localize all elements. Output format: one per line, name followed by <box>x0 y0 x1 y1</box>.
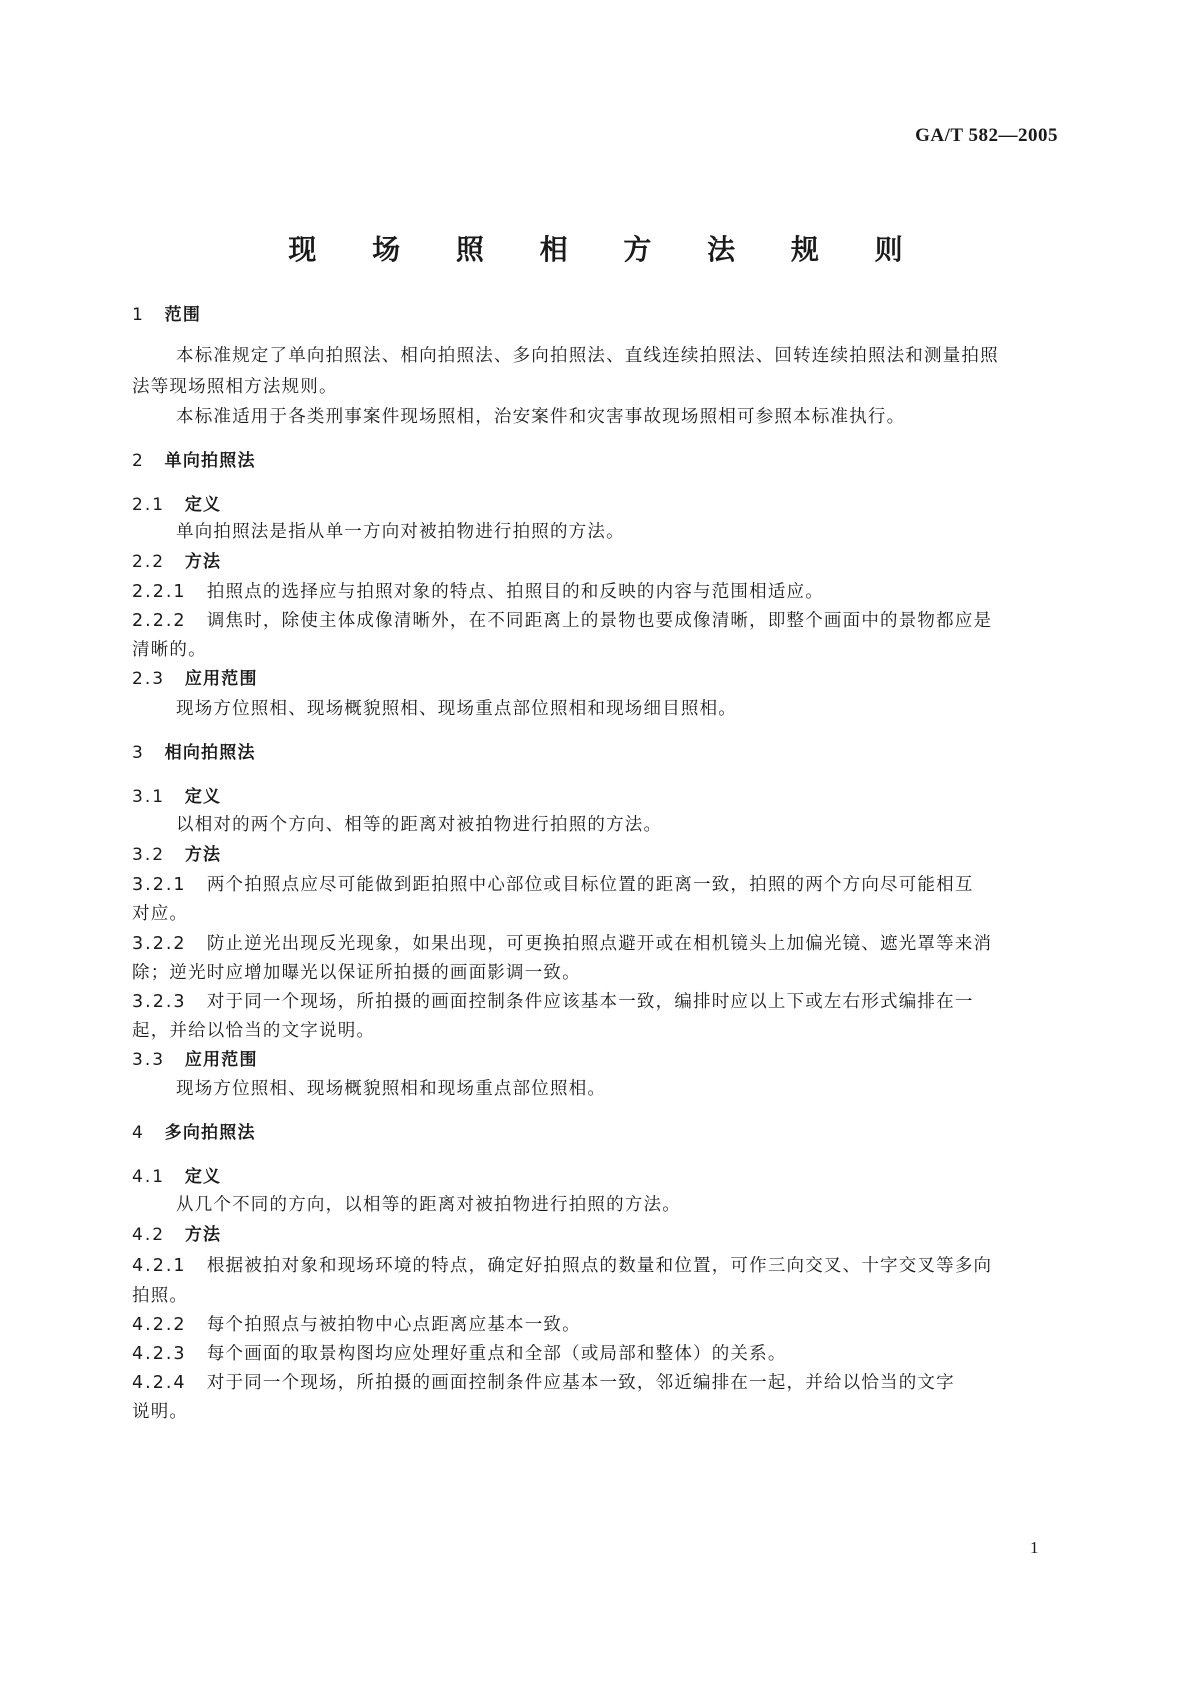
subsection-heading-4-2: 4.2 方法 <box>132 1225 222 1245</box>
clause-continuation: 对应。 <box>132 904 189 924</box>
paragraph-line: 现场方位照相、现场概貌照相和现场重点部位照相。 <box>176 1079 607 1099</box>
clause-continuation: 拍照。 <box>132 1286 189 1306</box>
clause-4-2-3: 4.2.3 每个画面的取景构图均应处理好重点和全部（或局部和整体）的关系。 <box>132 1344 787 1364</box>
page-number: 1 <box>1030 1538 1039 1557</box>
subsection-heading-4-1: 4.1 定义 <box>132 1167 222 1187</box>
paragraph-line: 法等现场照相方法规则。 <box>132 377 338 397</box>
clause-continuation: 说明。 <box>132 1402 189 1422</box>
subsection-heading-2-2: 2.2 方法 <box>132 552 222 572</box>
subsection-heading-2-3: 2.3 应用范围 <box>132 669 258 689</box>
section-heading-3: 3 相向拍照法 <box>132 743 256 763</box>
subsection-heading-2-1: 2.1 定义 <box>132 495 222 515</box>
section-heading-1: 1 范围 <box>132 305 202 325</box>
subsection-heading-3-1: 3.1 定义 <box>132 787 222 807</box>
clause-3-2-2: 3.2.2 防止逆光出现反光现象，如果出现，可更换拍照点避开或在相机镜头上加偏光镜、遮光罩等来消 <box>132 934 993 954</box>
paragraph-line: 从几个不同的方向，以相等的距离对被拍物进行拍照的方法。 <box>176 1195 681 1215</box>
document-title: 现 场 照 相 方 法 规 则 <box>288 233 926 266</box>
standard-code: GA/T 582—2005 <box>915 125 1058 146</box>
clause-3-2-3: 3.2.3 对于同一个现场，所拍摄的画面控制条件应该基本一致，编排时应以上下或左右形式编排在一 <box>132 992 974 1012</box>
section-heading-2: 2 单向拍照法 <box>132 451 256 471</box>
paragraph-line: 现场方位照相、现场概貌照相、现场重点部位照相和现场细目照相。 <box>176 699 737 719</box>
section-heading-4: 4 多向拍照法 <box>132 1123 256 1143</box>
subsection-heading-3-3: 3.3 应用范围 <box>132 1050 258 1070</box>
clause-3-2-1: 3.2.1 两个拍照点应尽可能做到距拍照中心部位或目标位置的距离一致，拍照的两个方向尽可能相互 <box>132 875 974 895</box>
clause-continuation: 起，并给以恰当的文字说明。 <box>132 1021 376 1041</box>
clause-continuation: 清晰的。 <box>132 640 207 660</box>
clause-2-2-1: 2.2.1 拍照点的选择应与拍照对象的特点、拍照目的和反映的内容与范围相适应。 <box>132 582 824 602</box>
paragraph-line: 本标准适用于各类刑事案件现场照相，治安案件和灾害事故现场照相可参照本标准执行。 <box>176 407 906 427</box>
paragraph-line: 单向拍照法是指从单一方向对被拍物进行拍照的方法。 <box>176 522 625 542</box>
subsection-heading-3-2: 3.2 方法 <box>132 845 222 865</box>
clause-2-2-2: 2.2.2 调焦时，除使主体成像清晰外，在不同距离上的景物也要成像清晰，即整个画面中的景物都应是 <box>132 611 993 631</box>
clause-4-2-1: 4.2.1 根据被拍对象和现场环境的特点，确定好拍照点的数量和位置，可作三向交叉、十字交叉等多向 <box>132 1256 993 1276</box>
clause-4-2-2: 4.2.2 每个拍照点与被拍物中心点距离应基本一致。 <box>132 1315 581 1335</box>
clause-4-2-4: 4.2.4 对于同一个现场，所拍摄的画面控制条件应基本一致，邻近编排在一起，并给以恰当的文字 <box>132 1373 955 1393</box>
paragraph-line: 以相对的两个方向、相等的距离对被拍物进行拍照的方法。 <box>176 815 663 835</box>
clause-continuation: 除；逆光时应增加曝光以保证所拍摄的画面影调一致。 <box>132 963 581 983</box>
paragraph-line: 本标准规定了单向拍照法、相向拍照法、多向拍照法、直线连续拍照法、回转连续拍照法和测量拍照 <box>176 346 999 366</box>
